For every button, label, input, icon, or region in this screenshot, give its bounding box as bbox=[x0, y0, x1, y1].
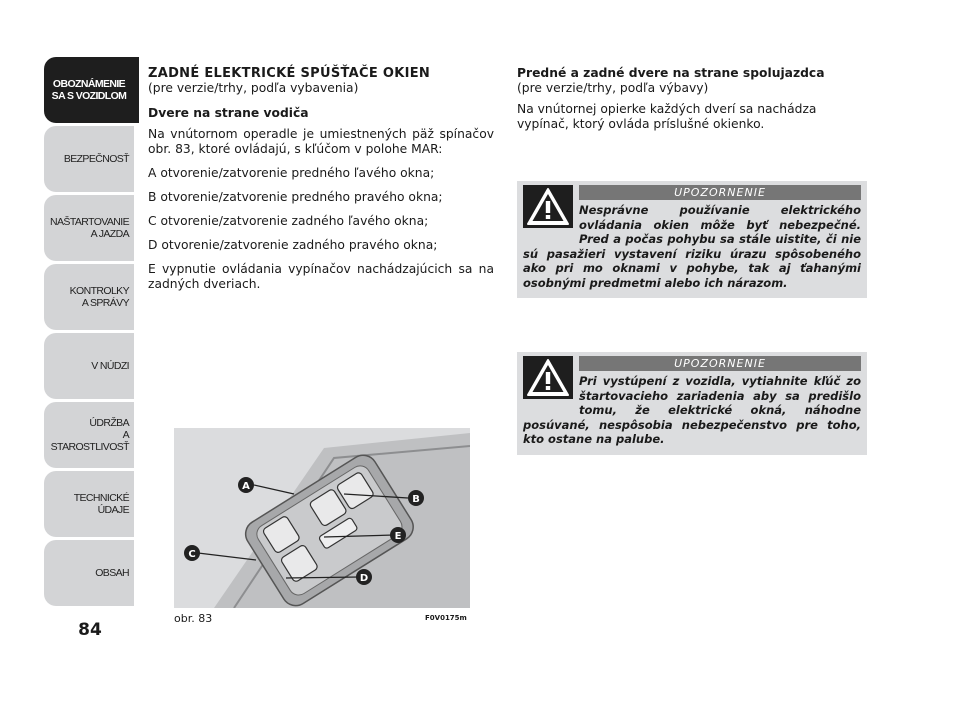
figure-code: F0V0175m bbox=[425, 614, 467, 622]
paragraph-e: E vypnutie ovládania vypínačov nachádzajúcich sa na zadných dveriach. bbox=[148, 262, 494, 291]
page-number: 84 bbox=[78, 620, 102, 640]
paragraph-d: D otvorenie/zatvorenie zadného pravého okna; bbox=[148, 238, 438, 252]
label-d: D bbox=[359, 573, 369, 584]
paragraph-intro: Na vnútornom operadle je umiestnených päž spínačov obr. 83, ktoré ovládajú, s kľúčom v polohe MAR: bbox=[148, 127, 494, 156]
label-a: A bbox=[242, 481, 250, 492]
paragraph-c: C otvorenie/zatvorenie zadného ľavého okna; bbox=[148, 214, 429, 228]
warning-title-2: UPOZORNENIE bbox=[579, 356, 861, 371]
section-heading: ZADNÉ ELEKTRICKÉ SPÚŠŤAČE OKIEN bbox=[148, 66, 431, 81]
switch-panel-drawing bbox=[174, 428, 470, 608]
label-b: B bbox=[412, 494, 420, 505]
warning-box-1 bbox=[517, 181, 867, 298]
warning-triangle-icon bbox=[523, 356, 573, 399]
passenger-door-subheading: (pre verzie/trhy, podľa výbavy) bbox=[517, 81, 709, 95]
figure-caption: obr. 83 bbox=[174, 612, 213, 625]
paragraph-b: B otvorenie/zatvorenie predného pravého okna; bbox=[148, 190, 443, 204]
passenger-door-paragraph: Na vnútornej opierke každých dverí sa nachádza vypínač, ktorý ovláda príslušné okienko. bbox=[517, 102, 817, 131]
tab-nastartovanie[interactable]: NAŠTARTOVANIE A JAZDA bbox=[44, 195, 134, 261]
tab-bezpecnost[interactable]: BEZPEČNOSŤ bbox=[44, 126, 134, 192]
warning-text-1: Nesprávne používanie elektrického ovládania okien môže byť nebezpečné. Pred a počas pohybu sa stále uistite, či nie sú pasažieri vystavení riziku úrazu spôsobeného ako pri mo oknami v pohybe, tak aj ťahanými osobnými predmetmi alebo ich nárazom. bbox=[523, 203, 861, 290]
tab-udrzba[interactable]: ÚDRŽBA A STAROSTLIVOSŤ bbox=[44, 402, 134, 468]
chapter-tabs bbox=[44, 57, 134, 609]
driver-door-title: Dvere na strane vodiča bbox=[148, 106, 309, 120]
tab-v-nudzi[interactable]: V NÚDZI bbox=[44, 333, 134, 399]
warning-text-2: Pri vystúpení z vozidla, vytiahnite kľúč zo štartovacieho zariadenia aby sa predišlo tomu, že elektrické okná, náhodne posúvané, nespôsobia nebezpečenstvo pre toho, kto ostane na palube. bbox=[523, 374, 861, 446]
section-subheading: (pre verzie/trhy, podľa vybavenia) bbox=[148, 81, 359, 95]
tab-kontrolky[interactable]: KONTROLKY A SPRÁVY bbox=[44, 264, 134, 330]
paragraph-a: A otvorenie/zatvorenie predného ľavého okna; bbox=[148, 166, 435, 180]
passenger-door-title: Predné a zadné dvere na strane spolujazdca bbox=[517, 66, 825, 80]
label-c: C bbox=[188, 549, 196, 560]
warning-triangle-icon bbox=[523, 185, 573, 228]
tab-oboznamenie[interactable]: OBOZNÁMENIE SA S VOZIDLOM bbox=[44, 57, 134, 123]
right-column bbox=[517, 66, 867, 132]
tab-technicke[interactable]: TECHNICKÉ ÚDAJE bbox=[44, 471, 134, 537]
window-switch-illustration bbox=[174, 428, 470, 608]
warning-title-1: UPOZORNENIE bbox=[579, 185, 861, 200]
label-e: E bbox=[394, 531, 402, 542]
tab-obsah[interactable]: OBSAH bbox=[44, 540, 134, 606]
warning-box-2 bbox=[517, 352, 867, 455]
left-column bbox=[148, 66, 494, 301]
